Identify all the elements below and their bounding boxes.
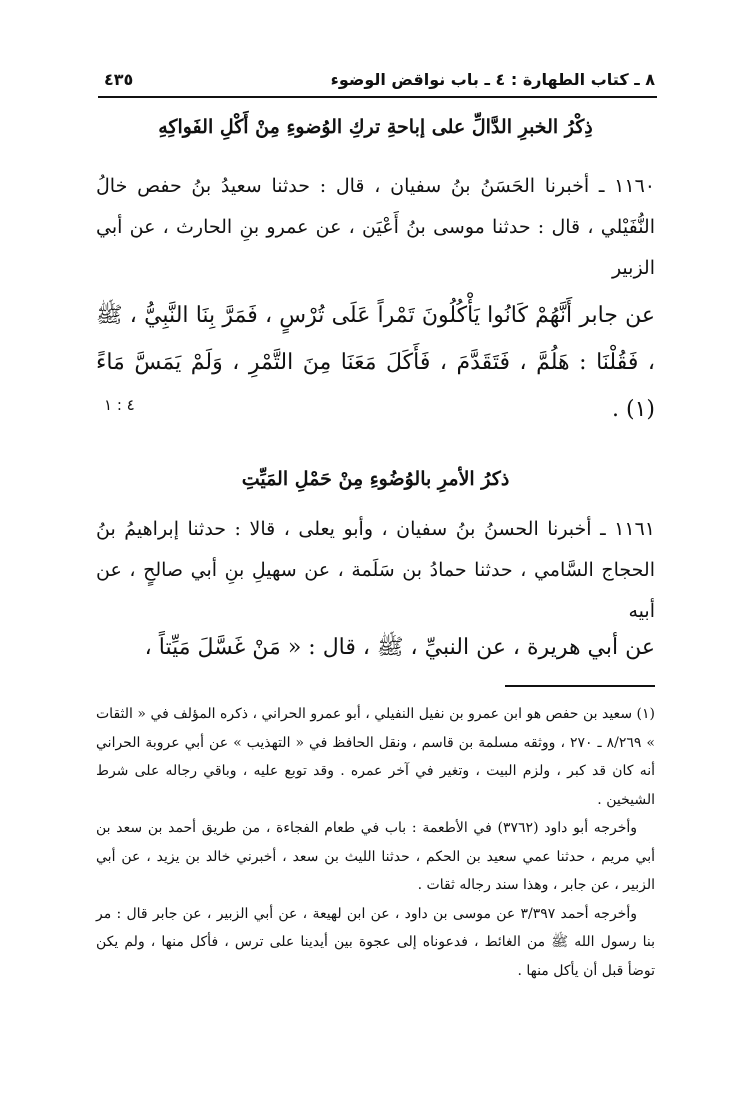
matn-1161: عن أبي هريرة ، عن النبيِّ ، ﷺ ، قال : « مَنْ غَسَّلَ مَيِّتاً ، — [144, 635, 655, 660]
footnotes — [96, 700, 655, 985]
running-title: ٨ ـ كتاب الطهارة : ٤ ـ باب نواقض الوضوء — [330, 69, 655, 89]
isnad-1161: ١١٦١ ـ أخبرنا الحسنُ بنُ سفيان ، وأبو يعلى ، قالا : حدثنا إبراهيمُ بنُ الحجاج السَّامي ، حدثنا حمادُ بن سَلَمة ، عن سهيلِ بنِ أبي صالحٍ ، عن أبيه — [96, 518, 655, 622]
reference-marker: ٤ : ١ — [104, 396, 135, 414]
matn-1160: عن جابر أَنَّهُمْ كَانُوا يَأْكُلُونَ تَمْراً عَلَى تُرْسٍ ، فَمَرَّ بِنَا النَّبِيُّ ، ﷺ ، فَقُلْنَا : هَلُمَّ ، فَتَقَدَّمَ ، فَأَكَلَ مَعَنَا مِنَ التَّمْرِ ، وَلَمْ يَمَسَّ مَاءً (١) . — [96, 303, 655, 422]
page-header — [104, 66, 655, 92]
header-rule — [98, 96, 657, 98]
section-heading-1161: ذكرُ الأمرِ بالوُضُوءِ مِنْ حَمْلِ المَيِّتِ — [241, 468, 510, 490]
footnote-1-abu-dawud: وأخرجه أبو داود (٣٧٦٢) في الأطعمة : باب في طعام الفجاءة ، من طريق أحمد بن سعد بن أبي مريم ، حدثنا عمي سعيد بن الحكم ، حدثنا الليث بن سعد ، أخبرني خالد بن يزيد ، عن أبي الزبير ، عن جابر ، وهذا سند رجاله ثقات . — [96, 820, 655, 893]
section-heading-1160: ذِكْرُ الخبرِ الدَّالِّ على إباحةِ تركِ الوُضوءِ مِنْ أَكْلِ الفَواكِهِ — [158, 116, 593, 138]
page-number: ٤٣٥ — [104, 69, 134, 89]
footnote-rule — [505, 685, 655, 687]
footnote-1-ahmad: وأخرجه أحمد ٣/٣٩٧ عن موسى بن داود ، عن ابن لهيعة ، عن أبي الزبير ، عن جابر قال : مر بنا رسول الله ﷺ من الغائط ، فدعوناه إلى عجوة بين أيدينا على ترس ، فأكل منها ، ولم يكن توضأ قبل أن يأكل منها . — [96, 905, 655, 979]
footnote-1: (١) سعيد بن حفص هو ابن عمرو بن نفيل النفيلي ، أبو عمرو الحراني ، ذكره المؤلف في « الثقات » ٨/٢٦٩ ـ ٢٧٠ ، ووثقه مسلمة بن قاسم ، ونقل الحافظ في « التهذيب » عن أبي عروبة الحراني أنه كان قد كبر ، ولزم البيت ، وتغير في آخر عمره . وقد توبع عليه ، وباقي رجاله على شرط الشيخين . — [96, 706, 655, 808]
isnad-1160: ١١٦٠ ـ أخبرنا الحَسَنُ بنُ سفيان ، قال : حدثنا سعيدُ بنُ حفص خالُ النُّفَيْلي ، قال : حدثنا موسى بنُ أَعْيَن ، عن عمرو بنِ الحارث ، عن أبي الزبير — [96, 175, 655, 279]
